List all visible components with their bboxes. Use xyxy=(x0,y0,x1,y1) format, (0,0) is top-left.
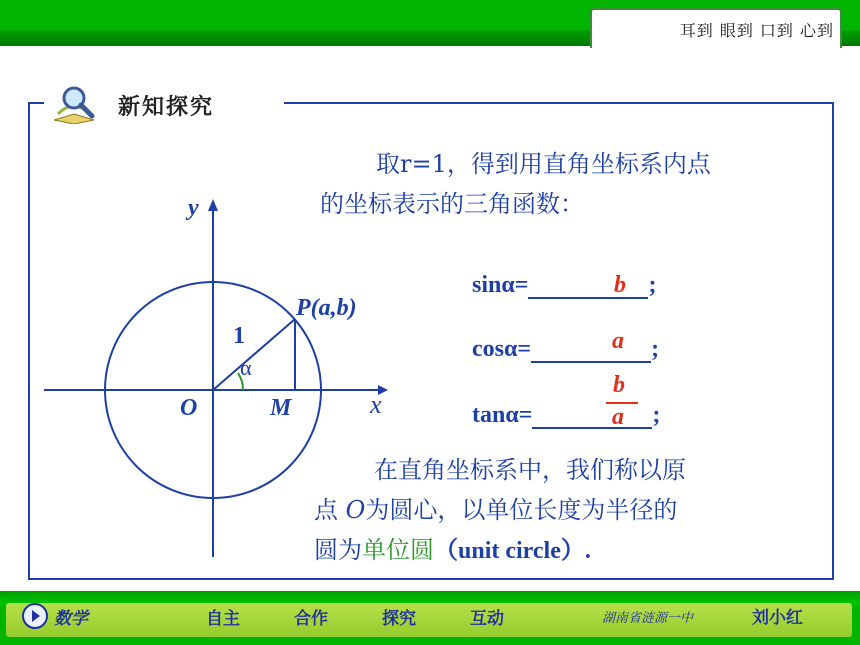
radius-label: 1 xyxy=(233,323,245,349)
nav-zizhu[interactable]: 自主 xyxy=(206,609,240,629)
bottom-nav-panel xyxy=(6,603,852,637)
sin-end: ; xyxy=(648,272,657,298)
slogan-text: 耳到 眼到 口到 心到 xyxy=(679,21,834,40)
def-origin-O: O xyxy=(345,496,366,524)
x-axis-label: x xyxy=(370,390,382,419)
def-line-2-a: 点 xyxy=(314,496,346,524)
cos-formula xyxy=(472,336,659,363)
tan-blank xyxy=(532,403,652,429)
nav-tanjiu[interactable]: 探究 xyxy=(382,609,416,629)
tan-answer-denominator: a xyxy=(612,404,624,430)
author-name: 刘小红 xyxy=(752,608,803,628)
cos-end: ; xyxy=(651,336,660,362)
nav-hudong[interactable]: 互动 xyxy=(470,609,504,629)
nav-hezuo[interactable]: 合作 xyxy=(294,609,328,629)
bottom-nav-bar xyxy=(0,591,860,645)
def-line-3-b: （unit circle）. xyxy=(434,538,591,564)
intro-line-2: 的坐标表示的三角函数： xyxy=(320,190,584,218)
unit-circle-diagram xyxy=(40,185,400,565)
unit-circle-term: 单位圆 xyxy=(362,536,434,564)
radius-OP xyxy=(213,319,295,390)
play-icon[interactable] xyxy=(22,603,48,629)
sin-answer: b xyxy=(614,272,626,298)
nav-subject[interactable]: 数学 xyxy=(54,609,88,629)
cos-label: cosα= xyxy=(472,336,532,362)
cos-answer: a xyxy=(612,328,624,354)
sin-blank xyxy=(528,273,648,299)
top-banner xyxy=(0,0,860,46)
tan-end: ; xyxy=(652,402,661,428)
school-name: 湖南省涟源一中 xyxy=(602,611,694,626)
def-line-3-a: 圆为 xyxy=(314,536,362,564)
sin-label: sinα= xyxy=(472,272,529,298)
y-axis-label: y xyxy=(188,195,199,221)
foot-label: M xyxy=(270,395,292,421)
intro-line-1: 取r=1，得到用直角坐标系内点 xyxy=(376,150,711,178)
sin-formula xyxy=(472,272,656,299)
point-label: P(a,b) xyxy=(296,295,357,321)
origin-label: O xyxy=(180,395,198,421)
tan-label: tanα= xyxy=(472,402,533,428)
tan-formula xyxy=(472,402,660,429)
def-line-1: 在直角坐标系中，我们称以原 xyxy=(374,456,686,484)
cos-blank xyxy=(531,337,651,363)
tan-answer-numerator: b xyxy=(613,372,625,398)
magnifier-icon xyxy=(48,84,108,124)
y-axis-arrow xyxy=(208,199,218,211)
angle-label: α xyxy=(240,355,252,380)
section-title: 新知探究 xyxy=(118,95,215,120)
def-line-2-b: 为圆心，以单位长度为半径的 xyxy=(365,496,678,524)
